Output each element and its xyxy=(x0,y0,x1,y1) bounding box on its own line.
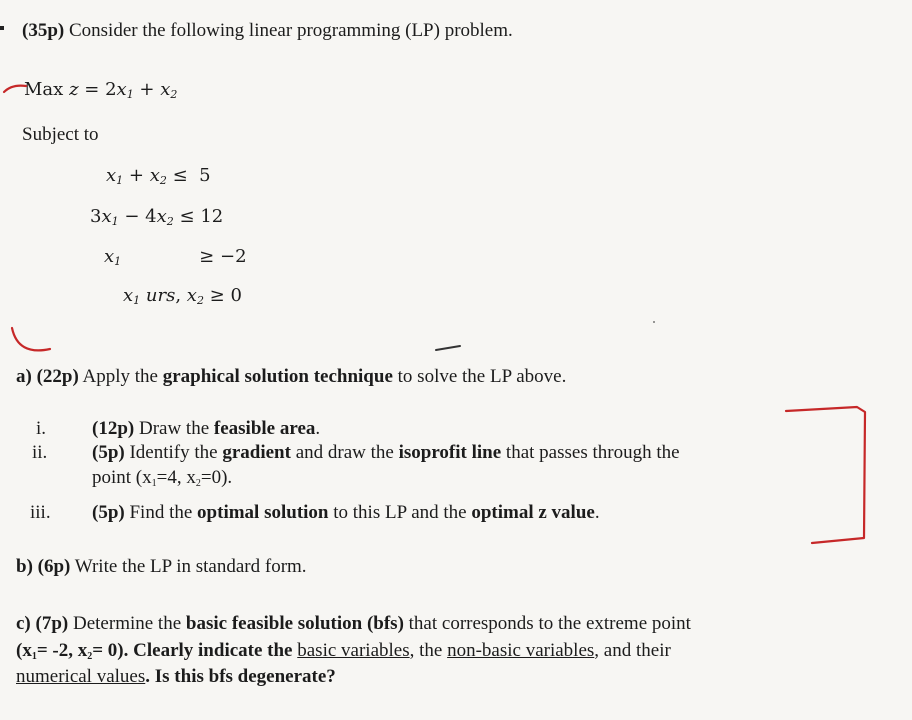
item-ii-number: ii. xyxy=(32,442,48,463)
part-c-comma: , the xyxy=(409,640,448,661)
c4-x1: $x_1$ xyxy=(123,285,141,307)
item-i-pre: Draw the xyxy=(134,418,214,439)
c2-x2: $x_2$ xyxy=(156,206,174,228)
c1-x1: $x_1$ xyxy=(106,165,124,187)
item-iii-bold1: optimal solution xyxy=(197,502,329,523)
item-i-points: (12p) xyxy=(92,418,135,439)
part-c-and: , and their xyxy=(594,640,671,661)
c1-op: ≤ xyxy=(172,165,188,186)
part-a-bold: graphical solution technique xyxy=(162,366,393,387)
item-iii-pre: Find the xyxy=(124,502,198,523)
c3-x1: $x_1$ xyxy=(104,246,122,268)
part-a-pre: Apply the xyxy=(78,366,163,387)
c4-x2: $x_2$ xyxy=(186,285,204,307)
part-c-post: that corresponds to the extreme point xyxy=(403,613,691,634)
item-i-number: i. xyxy=(36,418,47,439)
part-c-line2-pre: (x xyxy=(16,640,32,661)
part-c-line2: ($x_1= -2$, $x_2= 0$). Clearly indicate the basic variables, the non-basic variables, and their xyxy=(16,640,671,662)
black-dash-mark xyxy=(436,346,460,350)
red-bracket-top-left xyxy=(4,86,26,92)
c4-op: ≥ xyxy=(209,285,225,306)
part-b-points: (6p) xyxy=(37,556,71,577)
item-iii xyxy=(92,502,600,524)
part-a-points: (22p) xyxy=(36,366,79,387)
part-a xyxy=(16,366,566,388)
item-iii-number: iii. xyxy=(30,502,51,523)
item-ii-post: that passes through the xyxy=(501,442,680,463)
objective-z: z xyxy=(69,79,79,100)
item-iii-mid: to this LP and the xyxy=(328,502,472,523)
part-c-bold: basic feasible solution (bfs) xyxy=(185,613,404,634)
constraint-3 xyxy=(104,246,247,267)
item-i-bold: feasible area xyxy=(213,418,316,439)
objective-x2: $x_2$ xyxy=(160,79,178,101)
c2-op: − 4 xyxy=(118,206,157,227)
item-ii-bold1: gradient xyxy=(222,442,291,463)
objective-max: Max xyxy=(24,79,64,100)
item-ii-line2-post: =0). xyxy=(200,467,233,488)
item-ii-points: (5p) xyxy=(92,442,125,463)
part-c-line2-a: = -2, x xyxy=(36,640,88,661)
part-c-numerical-values: numerical values xyxy=(16,666,146,687)
part-a-label: a) xyxy=(16,366,32,387)
constraint-1: $x_1 + x_2 \le 5$ xyxy=(106,165,211,187)
speck-mark xyxy=(653,321,655,323)
c4-urs: urs xyxy=(145,285,176,306)
c1-x2: $x_2$ xyxy=(149,165,167,187)
constraint-4: $x_1$ urs, $x_2 \ge 0$ xyxy=(123,285,242,307)
item-iii-post: . xyxy=(594,502,600,523)
red-bracket-right xyxy=(786,407,865,543)
c2-x1: $x_1$ xyxy=(101,206,119,228)
part-b-label: b) xyxy=(16,556,33,577)
red-bracket-bottom-left xyxy=(12,328,50,350)
part-c-points: (7p) xyxy=(35,613,69,634)
subject-to-label: Subject to xyxy=(22,124,99,145)
item-ii-pre: Identify the xyxy=(124,442,223,463)
part-c-line3 xyxy=(16,666,336,688)
part-c-line1 xyxy=(16,613,691,635)
objective-plus: + xyxy=(133,79,161,100)
item-iii-bold2: optimal z value xyxy=(471,502,595,523)
item-ii-line2-mid: =4, x xyxy=(156,467,196,488)
constraint-2 xyxy=(90,206,223,227)
c4-rhs: 0 xyxy=(230,285,242,306)
item-i xyxy=(92,418,320,440)
c3-op: ≥ xyxy=(199,246,215,267)
part-b xyxy=(16,556,307,578)
problem-header xyxy=(22,20,513,42)
part-c-pre: Determine the xyxy=(68,613,186,634)
item-ii-bold2: isoprofit line xyxy=(398,442,502,463)
item-ii-mid: and draw the xyxy=(290,442,399,463)
c1-rhs: 5 xyxy=(199,165,211,186)
item-ii-line1 xyxy=(92,442,680,464)
part-c-basic-variables: basic variables xyxy=(297,640,410,661)
item-iii-points: (5p) xyxy=(92,502,125,523)
part-c-label: c) xyxy=(16,613,31,634)
part-a-post: to solve the LP above. xyxy=(392,366,567,387)
part-c-end: . Is this bfs degenerate? xyxy=(145,666,336,687)
item-i-post: . xyxy=(315,418,321,439)
objective-function xyxy=(24,79,177,100)
header-text: Consider the following linear programming (LP) problem. xyxy=(64,20,513,41)
list-bullet xyxy=(0,26,4,30)
header-points: (35p) xyxy=(22,20,65,41)
c2-coef1: 3 xyxy=(90,206,102,227)
part-c-nonbasic-variables: non-basic variables xyxy=(447,640,595,661)
objective-equals: = 2 xyxy=(78,79,117,100)
c3-rhs: −2 xyxy=(219,246,247,267)
item-ii-line2-pre: point (x xyxy=(92,467,152,488)
item-ii-line2: point ($x_1=4$, $x_2=0$). xyxy=(92,467,233,489)
objective-x1: $x_1$ xyxy=(116,79,134,101)
part-c-line2-b: = 0). Clearly indicate the xyxy=(92,640,298,661)
c2-rhs: 12 xyxy=(200,206,224,227)
part-b-text: Write the LP in standard form. xyxy=(70,556,307,577)
c2-rhs-op: ≤ xyxy=(179,206,195,227)
